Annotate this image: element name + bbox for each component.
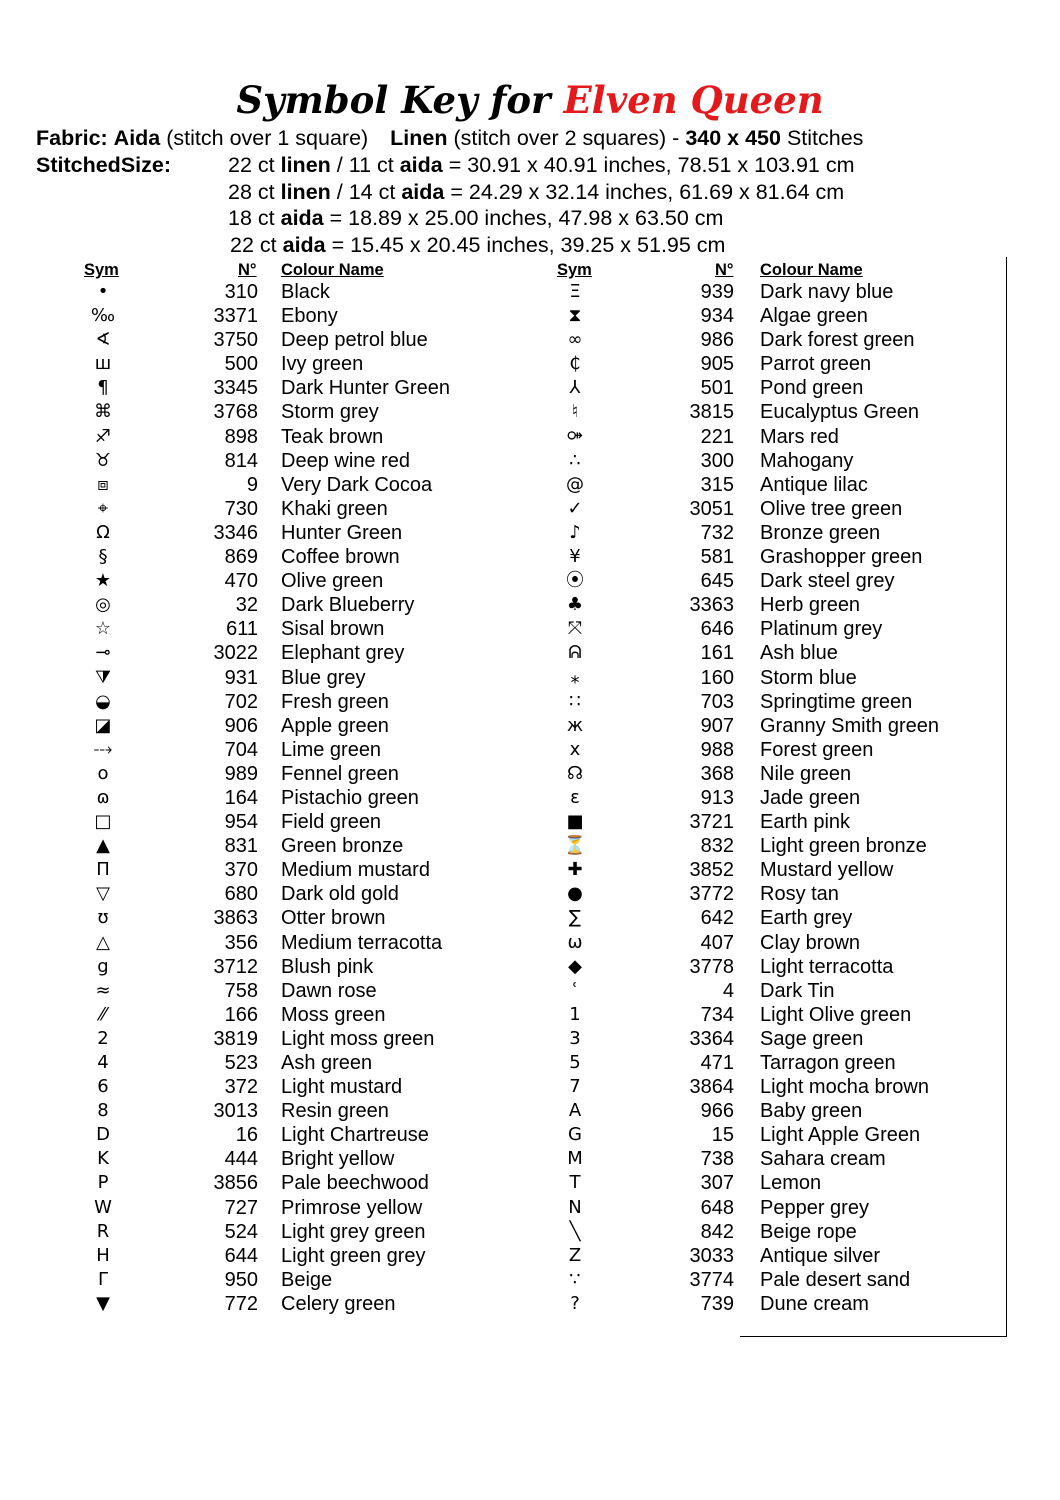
thread-number: 727 — [224, 1196, 258, 1219]
symbol-glyph: 1 — [569, 1003, 581, 1025]
symbol-glyph: ■ — [566, 811, 584, 833]
title-prefix: Symbol Key for — [236, 78, 551, 122]
colour-name: Storm grey — [281, 401, 379, 424]
thread-number: 954 — [224, 811, 258, 834]
colour-name: Jade green — [760, 786, 861, 809]
symbol-glyph: ⊸ — [95, 642, 111, 664]
symbol-glyph: ∑ — [568, 907, 582, 929]
symbol-glyph: x — [569, 738, 581, 760]
colour-name: Celery green — [281, 1292, 396, 1315]
symbol-glyph: Z — [568, 1244, 582, 1266]
fabric-aida: Aida — [113, 126, 161, 150]
symbol-glyph: ⁄⁄ — [99, 1003, 106, 1025]
colour-name: Fresh green — [281, 690, 389, 713]
colour-name: Fennel green — [281, 762, 399, 785]
symbol-glyph: ‰ — [90, 305, 116, 327]
thread-number: 315 — [700, 473, 734, 496]
thread-number: 3750 — [213, 329, 258, 352]
colour-name: Black — [281, 281, 330, 303]
colour-name: Very Dark Cocoa — [281, 473, 433, 496]
thread-number: 470 — [224, 570, 258, 593]
symbol-glyph: P — [97, 1172, 109, 1194]
thread-number: 758 — [224, 979, 258, 1002]
colour-name: Dune cream — [760, 1292, 869, 1315]
thread-number: 730 — [224, 497, 258, 520]
symbol-glyph: ∢ — [95, 329, 111, 351]
symbol-glyph: ⦿ — [566, 570, 584, 592]
colour-name: Light mocha brown — [760, 1076, 929, 1099]
fabric-stitches: 340 x 450 — [685, 126, 781, 150]
symbol-glyph: ⧈ — [97, 473, 109, 495]
symbol-glyph: G — [568, 1124, 582, 1146]
fabric-line — [36, 126, 863, 151]
symbol-glyph: ⧩ — [94, 666, 112, 688]
thread-number: 500 — [224, 353, 258, 376]
symbol-glyph: 4 — [97, 1052, 109, 1073]
thread-number: 581 — [700, 546, 734, 569]
colour-name: Primrose yellow — [281, 1196, 423, 1219]
colour-name: Apple green — [281, 714, 389, 737]
colour-name: Deep wine red — [281, 449, 410, 472]
symbol-glyph: K — [97, 1148, 109, 1170]
thread-number: 3346 — [213, 521, 258, 544]
thread-number: 407 — [700, 931, 734, 954]
header-sym: Sym — [84, 261, 119, 279]
symbol-glyph: ▲ — [96, 835, 110, 857]
thread-number: 3819 — [213, 1027, 258, 1050]
thread-number: 734 — [700, 1003, 734, 1026]
thread-number: 898 — [224, 425, 258, 448]
header-num: N° — [238, 261, 257, 279]
fabric-linen: Linen — [390, 126, 448, 150]
colour-name: Eucalyptus Green — [760, 401, 919, 424]
colour-name: Algae green — [760, 305, 868, 328]
thread-number: 372 — [224, 1076, 258, 1099]
symbol-glyph: ♣ — [566, 594, 584, 616]
symbol-glyph: Γ — [97, 1268, 109, 1290]
colour-name: Light grey green — [281, 1220, 426, 1243]
colour-name: Dark old gold — [281, 883, 399, 906]
symbol-glyph: R — [96, 1220, 110, 1242]
fabric-stitches-word: Stitches — [786, 126, 864, 150]
symbol-glyph: o — [97, 762, 109, 784]
thread-number: 939 — [700, 281, 734, 303]
thread-number: 986 — [700, 329, 734, 352]
symbol-glyph: ♮ — [571, 401, 579, 423]
thread-number: 3768 — [213, 401, 258, 424]
pattern-name: Elven Queen — [563, 78, 824, 122]
thread-number: 3864 — [689, 1076, 734, 1099]
colour-name: Bright yellow — [281, 1148, 395, 1171]
thread-number: 32 — [235, 594, 258, 617]
table-border-bottom — [740, 1336, 1007, 1337]
thread-number: 645 — [700, 570, 734, 593]
thread-number: 3371 — [213, 305, 258, 328]
colour-name: Grashopper green — [760, 546, 923, 569]
symbol-glyph: ♪ — [569, 521, 581, 543]
symbol-glyph: ж — [566, 714, 584, 736]
symbol-glyph: ╲ — [569, 1220, 581, 1242]
colour-name: Pale beechwood — [281, 1172, 429, 1195]
thread-number: 300 — [700, 449, 734, 472]
page-title — [0, 78, 1060, 122]
thread-number: 772 — [224, 1292, 258, 1315]
colour-name: Light terracotta — [760, 955, 894, 978]
symbol-glyph: ⚩ — [567, 425, 583, 447]
symbol-glyph: 7 — [569, 1076, 581, 1098]
thread-number: 966 — [700, 1100, 734, 1123]
thread-number: 161 — [700, 642, 734, 665]
thread-number: 3856 — [213, 1172, 258, 1195]
symbol-glyph: T — [569, 1172, 581, 1194]
symbol-glyph: ? — [570, 1292, 580, 1314]
header-colour-name: Colour Name — [281, 261, 384, 279]
thread-number: 471 — [700, 1052, 734, 1074]
colour-name: Dawn rose — [281, 979, 377, 1002]
symbol-glyph: ¶ — [97, 377, 109, 399]
thread-number: 16 — [235, 1124, 258, 1147]
colour-name: Clay brown — [760, 931, 861, 954]
symbol-glyph: ★ — [94, 570, 112, 592]
thread-number: 842 — [700, 1220, 734, 1243]
symbol-glyph: M — [567, 1148, 583, 1170]
thread-number: 831 — [224, 835, 258, 858]
symbol-glyph: ◆ — [568, 955, 582, 977]
thread-number: 3364 — [689, 1027, 734, 1050]
symbol-glyph: N — [568, 1196, 582, 1218]
symbol-glyph: @ — [566, 473, 584, 495]
colour-name: Ivy green — [281, 353, 364, 376]
colour-name: Springtime green — [760, 690, 913, 713]
colour-name: Blush pink — [281, 955, 374, 978]
stitched-size-line: 22 ct linen / 11 ct aida = 30.91 x 40.91 inches, 78.51 x 103.91 cm — [228, 153, 855, 177]
thread-number: 3345 — [213, 377, 258, 400]
header-num: N° — [715, 261, 734, 279]
colour-name: Light green bronze — [760, 835, 927, 858]
colour-name: Lime green — [281, 738, 382, 761]
colour-name: Dark Hunter Green — [281, 377, 450, 400]
thread-number: 15 — [711, 1124, 734, 1147]
symbol-glyph: W — [94, 1196, 112, 1218]
colour-name: Light green grey — [281, 1244, 426, 1267]
header-colour-name: Colour Name — [760, 261, 863, 279]
colour-name: Teak brown — [281, 425, 384, 448]
symbol-glyph: ▽ — [96, 883, 110, 905]
symbol-glyph: H — [96, 1244, 110, 1266]
thread-number: 988 — [700, 738, 734, 761]
colour-name: Mustard yellow — [760, 859, 894, 882]
symbol-glyph: 3 — [569, 1027, 581, 1049]
colour-name: Antique silver — [760, 1244, 881, 1267]
colour-name: Tarragon green — [760, 1052, 896, 1074]
colour-name: Medium terracotta — [281, 931, 443, 954]
symbol-glyph: ● — [567, 883, 583, 905]
thread-number: 3852 — [689, 859, 734, 882]
colour-name: Dark steel grey — [760, 570, 895, 593]
symbol-glyph: ◎ — [95, 594, 111, 616]
symbol-glyph: ⏳ — [563, 835, 587, 857]
thread-number: 3051 — [689, 497, 734, 520]
symbol-glyph: 5 — [569, 1052, 581, 1073]
thread-number: 370 — [224, 859, 258, 882]
thread-number: 524 — [224, 1220, 258, 1243]
thread-number: 3363 — [689, 594, 734, 617]
colour-name: Ebony — [281, 305, 338, 328]
colour-name: Khaki green — [281, 497, 388, 520]
thread-number: 160 — [700, 666, 734, 689]
thread-number: 680 — [224, 883, 258, 906]
thread-number: 444 — [224, 1148, 258, 1171]
symbol-glyph: ε — [570, 786, 580, 808]
header-sym: Sym — [557, 261, 592, 279]
thread-number: 3033 — [689, 1244, 734, 1267]
colour-name: Antique lilac — [760, 473, 868, 496]
symbol-glyph: ∞ — [567, 329, 583, 351]
colour-name: Mahogany — [760, 449, 854, 472]
thread-number: 9 — [246, 473, 258, 496]
symbol-glyph: ✚ — [567, 859, 583, 881]
colour-name: Ash blue — [760, 642, 838, 665]
thread-number: 832 — [700, 835, 734, 858]
symbol-glyph: ω — [567, 931, 583, 953]
colour-name: Nile green — [760, 762, 852, 785]
symbol-glyph: ⌘ — [94, 401, 112, 423]
fabric-label: Fabric: — [36, 126, 108, 150]
thread-number: 738 — [700, 1148, 734, 1171]
colour-name: Dark navy blue — [760, 281, 894, 303]
colour-name: Storm blue — [760, 666, 857, 689]
symbol-glyph: ⤧ — [567, 618, 583, 640]
symbol-glyph: Π — [96, 859, 110, 881]
thread-number: 814 — [224, 449, 258, 472]
colour-name: Blue grey — [281, 666, 366, 689]
thread-number: 3863 — [213, 907, 258, 930]
symbol-glyph: 8 — [97, 1100, 109, 1122]
symbol-glyph: ʊ — [97, 907, 109, 929]
colour-name: Platinum grey — [760, 618, 883, 641]
symbol-glyph: ✓ — [567, 497, 583, 519]
colour-name: Pale desert sand — [760, 1268, 911, 1291]
stitched-size-line: 18 ct aida = 18.89 x 25.00 inches, 47.98 x 63.50 cm — [228, 206, 724, 230]
colour-name: Earth grey — [760, 907, 853, 930]
symbol-glyph: g — [97, 955, 109, 977]
stitched-size-label: StitchedSize: — [36, 153, 171, 177]
thread-number: 166 — [224, 1003, 258, 1026]
symbol-glyph: ɷ — [96, 786, 110, 808]
colour-name: Green bronze — [281, 835, 404, 858]
symbol-glyph: § — [98, 546, 108, 568]
thread-number: 221 — [700, 425, 734, 448]
thread-number: 931 — [224, 666, 258, 689]
colour-name: Bronze green — [760, 521, 881, 544]
thread-number: 989 — [224, 762, 258, 785]
symbol-glyph: ∴ — [569, 449, 581, 471]
thread-number: 3022 — [213, 642, 258, 665]
colour-name: Beige — [281, 1268, 333, 1291]
symbol-glyph: ⤏ — [93, 738, 113, 760]
symbol-glyph: ▼ — [96, 1292, 110, 1314]
symbol-glyph: ⌖ — [97, 497, 109, 519]
thread-number: 3778 — [689, 955, 734, 978]
thread-number: 703 — [700, 690, 734, 713]
symbol-glyph: A — [568, 1100, 582, 1122]
colour-name: Pond green — [760, 377, 864, 400]
thread-number: 907 — [700, 714, 734, 737]
colour-name: Olive green — [281, 570, 384, 593]
thread-number: 368 — [700, 762, 734, 785]
colour-name: Pepper grey — [760, 1196, 869, 1219]
thread-number: 4 — [722, 979, 734, 1002]
colour-name: Dark Blueberry — [281, 594, 415, 617]
colour-name: Light Apple Green — [760, 1124, 921, 1147]
symbol-glyph: ш — [94, 353, 112, 375]
thread-number: 501 — [700, 377, 734, 400]
table-border-right — [1006, 257, 1007, 1337]
fabric-aida-note: (stitch over 1 square) — [166, 126, 369, 150]
colour-name: Light Olive green — [760, 1003, 912, 1026]
thread-number: 3721 — [689, 811, 734, 834]
symbol-glyph: ∵ — [569, 1268, 581, 1290]
symbol-glyph: ⁎ — [570, 666, 580, 688]
colour-name: Light moss green — [281, 1027, 435, 1050]
symbol-glyph: ☊ — [567, 762, 583, 784]
symbol-glyph: 6 — [97, 1076, 109, 1098]
symbol-glyph: ᕱ — [568, 642, 582, 664]
colour-name: Resin green — [281, 1100, 389, 1123]
thread-number: 644 — [224, 1244, 258, 1267]
thread-number: 869 — [224, 546, 258, 569]
colour-name: Mars red — [760, 425, 839, 448]
thread-number: 732 — [700, 521, 734, 544]
symbol-glyph: • — [97, 281, 109, 302]
thread-number: 3013 — [213, 1100, 258, 1123]
symbol-glyph: ¥ — [569, 546, 581, 568]
symbol-glyph: △ — [96, 931, 110, 953]
colour-name: Herb green — [760, 594, 861, 617]
thread-number: 905 — [700, 353, 734, 376]
colour-name: Pistachio green — [281, 786, 419, 809]
symbol-glyph: □ — [94, 811, 112, 833]
colour-name: Rosy tan — [760, 883, 839, 906]
thread-number: 646 — [700, 618, 734, 641]
colour-name: Elephant grey — [281, 642, 405, 665]
colour-name: Earth pink — [760, 811, 851, 834]
thread-number: 934 — [700, 305, 734, 328]
colour-name: Coffee brown — [281, 546, 400, 569]
symbol-glyph: ∷ — [569, 690, 581, 712]
symbol-glyph: ◪ — [94, 714, 112, 736]
symbol-glyph: ⅄ — [569, 377, 581, 399]
symbol-glyph: Ξ — [569, 281, 581, 302]
colour-name: Field green — [281, 811, 382, 834]
colour-name: Medium mustard — [281, 859, 430, 882]
symbol-glyph: 2 — [97, 1027, 109, 1049]
colour-name: Otter brown — [281, 907, 386, 930]
symbol-glyph: ʿ — [572, 979, 578, 1001]
thread-number: 648 — [700, 1196, 734, 1219]
thread-number: 642 — [700, 907, 734, 930]
colour-name: Parrot green — [760, 353, 872, 376]
colour-name: Light Chartreuse — [281, 1124, 429, 1147]
symbol-glyph: ♐ — [94, 425, 112, 447]
thread-number: 611 — [226, 618, 258, 641]
thread-number: 310 — [224, 281, 258, 303]
colour-name: Dark Tin — [760, 979, 835, 1002]
thread-number: 164 — [224, 786, 258, 809]
symbol-glyph: ◒ — [95, 690, 111, 712]
thread-number: 702 — [224, 690, 258, 713]
fabric-linen-note: (stitch over 2 squares) - — [453, 126, 680, 150]
colour-name: Lemon — [760, 1172, 822, 1195]
thread-number: 704 — [224, 738, 258, 761]
thread-number: 523 — [224, 1052, 258, 1074]
thread-number: 950 — [224, 1268, 258, 1291]
stitched-size-line: 28 ct linen / 14 ct aida = 24.29 x 32.14 inches, 61.69 x 81.64 cm — [228, 180, 845, 204]
colour-name: Moss green — [281, 1003, 386, 1026]
colour-name: Dark forest green — [760, 329, 915, 352]
colour-name: Ash green — [281, 1052, 373, 1074]
colour-name: Sisal brown — [281, 618, 385, 641]
colour-name: Sahara cream — [760, 1148, 886, 1171]
colour-name: Light mustard — [281, 1076, 403, 1099]
thread-number: 3774 — [689, 1268, 734, 1291]
colour-name: Hunter Green — [281, 521, 403, 544]
stitched-size-line: 22 ct aida = 15.45 x 20.45 inches, 39.25 x 51.95 cm — [230, 233, 726, 257]
symbol-glyph: ₵ — [569, 353, 581, 375]
thread-number: 3772 — [689, 883, 734, 906]
thread-number: 356 — [224, 931, 258, 954]
colour-name: Deep petrol blue — [281, 329, 428, 352]
colour-name: Sage green — [760, 1027, 864, 1050]
thread-number: 3712 — [213, 955, 258, 978]
thread-number: 739 — [700, 1292, 734, 1315]
symbol-glyph: ☆ — [94, 618, 112, 640]
symbol-glyph: ⧗ — [568, 305, 582, 327]
symbol-glyph: D — [96, 1124, 110, 1146]
colour-name: Forest green — [760, 738, 874, 761]
symbol-glyph: ≈ — [95, 979, 111, 1001]
colour-name: Baby green — [760, 1100, 863, 1123]
colour-name: Beige rope — [760, 1220, 857, 1243]
symbol-glyph: ♉ — [94, 449, 112, 471]
symbol-glyph: Ω — [96, 521, 110, 543]
thread-number: 307 — [700, 1172, 734, 1195]
thread-number: 913 — [700, 786, 734, 809]
colour-name: Granny Smith green — [760, 714, 939, 737]
thread-number: 906 — [224, 714, 258, 737]
thread-number: 3815 — [689, 401, 734, 424]
colour-name: Olive tree green — [760, 497, 903, 520]
